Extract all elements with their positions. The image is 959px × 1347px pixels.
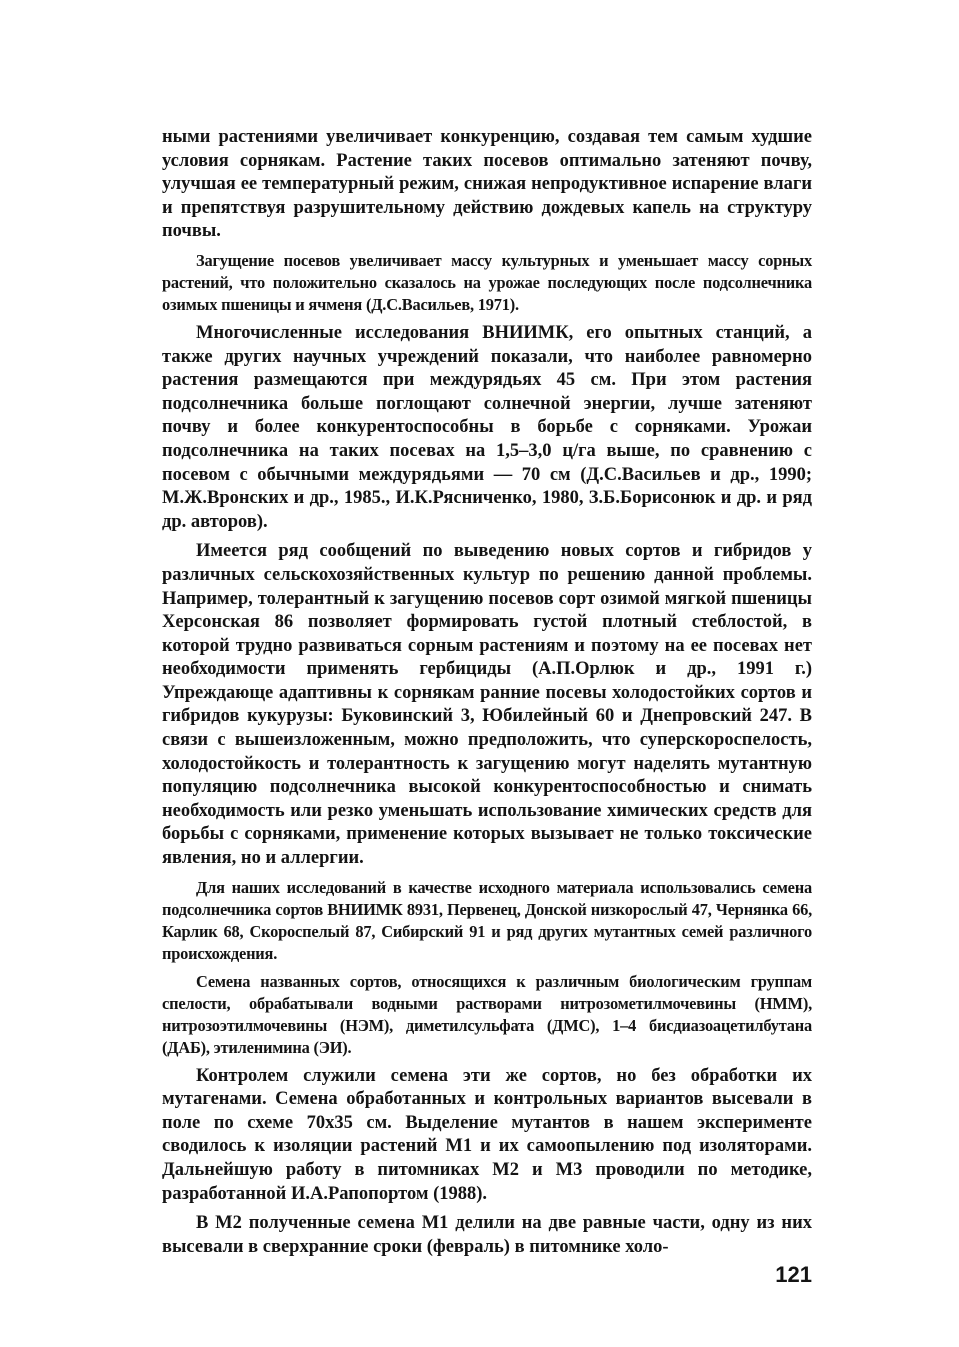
page-body	[162, 126, 812, 1265]
paragraph-4: Имеется ряд сообщений по выведению новых сортов и гибридов у различных сельскохозяйственных культур по решению данной проблемы. Например, толерантный к загущению посевов сорт озимой мягкой пшеницы Херсонская 86 позволяет формировать густой плотный стеблостой, в которой трудно развиваться сорным растениям и поэтому на ее посевах нет необходимости применять гербициды (А.П.Орлюк и др., 1991 г.) Упреждающе адаптивны к сорнякам ранние посевы холодостойких сортов и гибридов кукурузы: Буковинский 3, Юбилейный 60 и Днепровский 247. В связи с вышеизложенным, можно предположить, что суперскороспелость, холодостойкость и толерантность к загущению могут наделять мутантную популяцию подсолнечника высокой конкурентоспособностью и снимать необходимость или резко уменьшать использование химических средств для борьбы с сорняками, применение которых вызывает не только токсические явления, но и аллергии.	[162, 541, 812, 869]
paragraph-8: В М2 полученные семена М1 делили на две равные части, одну из них высевали в сверхранние сроки (февраль) в питомнике холо-	[162, 1213, 812, 1257]
paragraph-2: Загущение посевов увеличивает массу культурных и уменьшает массу сорных растений, что положительно сказалось на урожае последующих после подсолнечника озимых пшеницы и ячменя (Д.С.Васильев, 1971).	[162, 250, 812, 314]
paragraph-6: Семена названных сортов, относящихся к различным биологическим группам спелости, обрабатывали водными растворами нитрозометилмочевины (НММ), нитрозоэтилмочевины (НЭМ), диметилсульфата (ДМС), 1–4 бисдиазоацетилбутана (ДАБ), этиленимина (ЭИ).	[162, 971, 812, 1057]
paragraph-3: Многочисленные исследования ВНИИМК, его опытных станций, а также других научных учреждений показали, что наиболее равномерно растения размещаются при междурядьях 45 см. При этом растения подсолнечника больше поглощают солнечной энергии, лучше затеняют почву и более конкурентоспособны в борьбе с сорняками. Урожаи подсолнечника на таких посевах на 1,5–3,0 ц/га выше, по сравнению с посевом с обычными междурядьями — 70 см (Д.С.Васильев и др., 1990; М.Ж.Вронских и др., 1985., И.К.Рясниченко, 1980, З.Б.Борисонюк и др. и ряд др. авторов).	[162, 322, 812, 532]
paragraph-7: Контролем служили семена эти же сортов, но без обработки их мутагенами. Семена обработанных и контрольных вариантов высевали в поле по схеме 70х35 см. Выделение мутантов в нашем эксперименте сводилось к изоляции растений М1 и их самоопылению под изоляторами. Дальнейшую работу в питомниках М2 и М3 проводили по методике, разработанной И.А.Рапопортом (1988).	[162, 1065, 812, 1204]
page-number: 121	[775, 1262, 812, 1287]
paragraph-5: Для наших исследований в качестве исходного материала использовались семена подсолнечника сортов ВНИИМК 8931, Первенец, Донской низкорослый 47, Чернянка 66, Карлик 68, Скороспелый 87, Сибирский 91 и ряд других мутантных семей различного происхождения.	[162, 877, 812, 963]
paragraph-1: ными растениями увеличивает конкуренцию, создавая тем самым худшие условия сорнякам. Растение таких посевов оптимально затеняют почву, улучшая ее температурный режим, снижая непродуктивное испарение влаги и препятствуя разрушительному действию дождевых капель на структуру почвы.	[162, 127, 812, 242]
